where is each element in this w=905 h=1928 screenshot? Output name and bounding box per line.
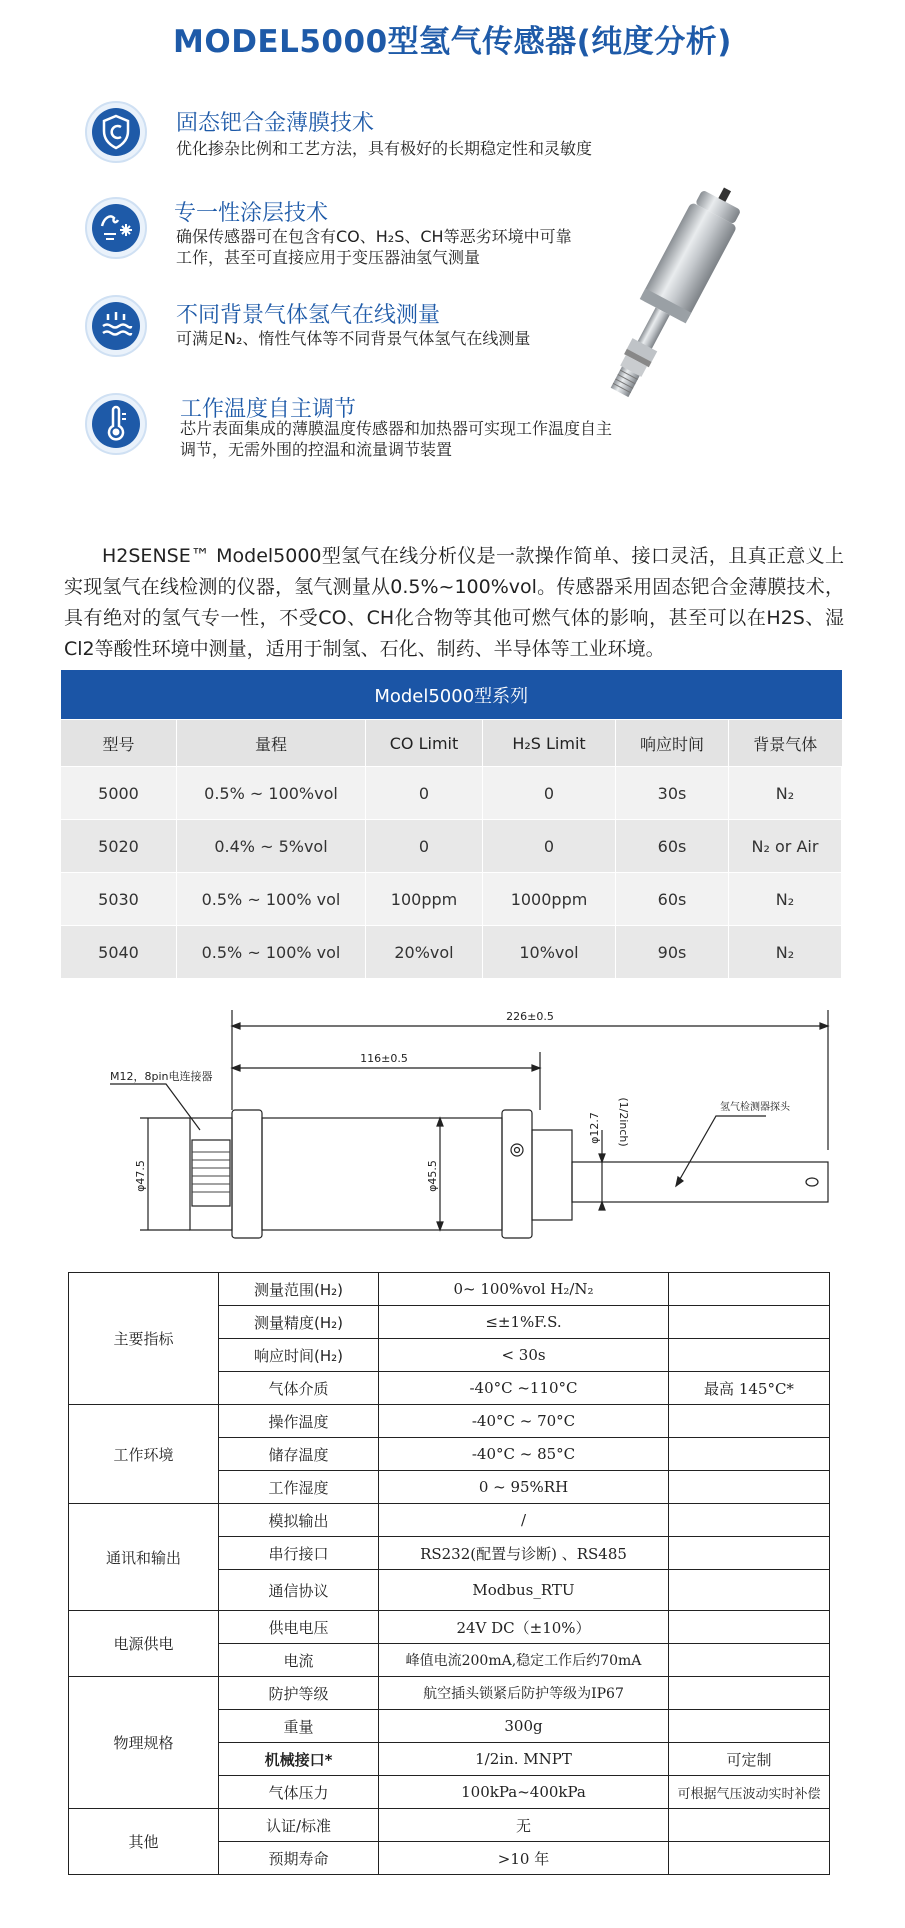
series-table-title: Model5000型系列 [61,670,842,720]
sensor-product-image [560,180,760,420]
spec-item: 气体压力 [219,1776,379,1809]
spec-item: 防护等级 [219,1677,379,1710]
feature-1 [84,100,644,170]
feature-desc: 优化掺杂比例和工艺方法，具有极好的长期稳定性和灵敏度 [176,139,593,158]
intro-paragraph: H2SENSE™ Model5000型氢气在线分析仪是一款操作简单、接口灵活，且真正意义上实现氢气在线检测的仪器，氢气测量从0.5%~100%vol。传感器采用固态钯合金薄膜技术，具有绝对的氢气专一性，不受CO、CH化合物等其他可燃气体的影响，甚至可以在H2S、湿Cl2等酸性环境中测量，适用于制氢、石化、制药、半导体等工业环境。 [64,545,844,660]
table-cell: N₂ [729,926,842,979]
table-row [61,767,842,820]
dim-body-length: 116±0.5 [360,1052,408,1065]
series-header: CO Limit [366,720,483,767]
feature-title: 专一性涂层技术 [174,201,329,226]
table-cell: 60s [616,820,729,873]
table-row [69,1504,830,1537]
spec-value: 1/2in. MNPT [379,1743,669,1776]
series-header: H₂S Limit [483,720,616,767]
dim-connector-diameter: φ47.5 [134,1160,147,1192]
spec-value: -40°C ~ 85°C [379,1438,669,1471]
probe-label: 氢气检测器探头 [720,1102,790,1113]
spec-item: 通信协议 [219,1570,379,1611]
spec-item: 模拟输出 [219,1504,379,1537]
feature-title: 工作温度自主调节 [180,397,357,422]
spec-item: 操作温度 [219,1405,379,1438]
feature-title: 不同背景气体氢气在线测量 [176,303,441,328]
spec-value: 100kPa~400kPa [379,1776,669,1809]
table-cell: 0.5% ~ 100% vol [177,873,366,926]
dim-total-length: 226±0.5 [506,1010,554,1023]
table-cell: N₂ [729,873,842,926]
dim-tube-note: (1/2inch) [617,1097,630,1147]
spec-note [669,1677,830,1710]
feature-title: 固态钯合金薄膜技术 [176,111,375,136]
spec-note: 可定制 [669,1743,830,1776]
connector-label: M12，8pin电连接器 [110,1070,213,1083]
table-cell: 5040 [61,926,177,979]
dimension-drawing [80,990,840,1250]
shield-c-icon [84,100,148,164]
table-row [69,1809,830,1842]
table-cell: 30s [616,767,729,820]
spec-value: 航空插头锁紧后防护等级为IP67 [379,1677,669,1710]
spec-item: 储存温度 [219,1438,379,1471]
spec-item: 供电电压 [219,1611,379,1644]
series-header: 量程 [177,720,366,767]
table-cell: 5020 [61,820,177,873]
series-header: 响应时间 [616,720,729,767]
table-row [69,1677,830,1710]
spec-item: 重量 [219,1710,379,1743]
spec-note [669,1339,830,1372]
spec-note [669,1809,830,1842]
spec-note [669,1471,830,1504]
spec-group: 物理规格 [69,1677,219,1809]
page-title: MODEL5000型氢气传感器(纯度分析) [173,24,732,60]
spec-note [669,1842,830,1875]
table-cell: 20%vol [366,926,483,979]
spec-value: ≤±1%F.S. [379,1306,669,1339]
spec-item: 认证/标准 [219,1809,379,1842]
table-cell: 0 [366,820,483,873]
spec-item: 测量精度(H₂) [219,1306,379,1339]
spec-value: Modbus_RTU [379,1570,669,1611]
spec-note [669,1644,830,1677]
spec-value: 0 ~ 95%RH [379,1471,669,1504]
spec-value: -40°C ~110°C [379,1372,669,1405]
spec-note [669,1405,830,1438]
snowflake-flame-icon [84,196,148,260]
table-cell: 60s [616,873,729,926]
spec-note [669,1504,830,1537]
table-cell: 0 [366,767,483,820]
table-cell: 10%vol [483,926,616,979]
spec-item: 工作湿度 [219,1471,379,1504]
table-row [69,1611,830,1644]
water-waves-icon [84,294,148,358]
spec-value: 0~ 100%vol H₂/N₂ [379,1273,669,1306]
table-cell: 100ppm [366,873,483,926]
spec-group: 其他 [69,1809,219,1875]
feature-desc: 可满足N₂、惰性气体等不同背景气体氢气在线测量 [176,329,531,348]
spec-note [669,1611,830,1644]
spec-item: 气体介质 [219,1372,379,1405]
spec-item: 响应时间(H₂) [219,1339,379,1372]
spec-value: / [379,1504,669,1537]
table-cell: 0.5% ~ 100%vol [177,767,366,820]
series-header: 型号 [61,720,177,767]
feature-desc: 确保传感器可在包含有CO、H₂S、CH等恶劣环境中可靠工作，甚至可直接应用于变压器油氢气测量 [176,227,572,267]
spec-group: 工作环境 [69,1405,219,1504]
table-row [69,1273,830,1306]
dim-body-diameter: φ45.5 [426,1160,439,1192]
table-row [69,1405,830,1438]
spec-note [669,1306,830,1339]
table-row [61,926,842,979]
table-cell: 0.5% ~ 100% vol [177,926,366,979]
spec-note [669,1570,830,1611]
table-cell: 90s [616,926,729,979]
spec-value: 无 [379,1809,669,1842]
table-cell: 1000ppm [483,873,616,926]
table-cell: 0 [483,767,616,820]
spec-note [669,1438,830,1471]
table-row [61,820,842,873]
spec-group: 主要指标 [69,1273,219,1405]
spec-note [669,1710,830,1743]
spec-note [669,1537,830,1570]
table-cell: N₂ or Air [729,820,842,873]
spec-value: -40°C ~ 70°C [379,1405,669,1438]
table-cell: 0.4% ~ 5%vol [177,820,366,873]
series-header: 背景气体 [729,720,842,767]
spec-value: 300g [379,1710,669,1743]
spec-value: >10 年 [379,1842,669,1875]
spec-group: 电源供电 [69,1611,219,1677]
thermometer-icon [84,392,148,456]
feature-desc: 芯片表面集成的薄膜温度传感器和加热器可实现工作温度自主调节，无需外围的控温和流量调节装置 [180,419,613,459]
dim-tube-diameter: φ12.7 [588,1112,601,1144]
spec-note: 最高 145°C* [669,1372,830,1405]
spec-note: 可根据气压波动实时补偿 [669,1776,830,1809]
spec-note [669,1273,830,1306]
table-cell: N₂ [729,767,842,820]
spec-item: 测量范围(H₂) [219,1273,379,1306]
table-cell: 5030 [61,873,177,926]
table-cell: 5000 [61,767,177,820]
table-cell: 0 [483,820,616,873]
spec-value: 24V DC（±10%） [379,1611,669,1644]
spec-group: 通讯和输出 [69,1504,219,1611]
table-row [61,873,842,926]
spec-value: RS232(配置与诊断) 、RS485 [379,1537,669,1570]
spec-item: 串行接口 [219,1537,379,1570]
spec-value: < 30s [379,1339,669,1372]
spec-item: 预期寿命 [219,1842,379,1875]
series-table [61,670,842,978]
spec-table [68,1272,830,1875]
spec-item: 机械接口* [219,1743,379,1776]
spec-value: 峰值电流200mA,稳定工作后约70mA [379,1644,669,1677]
spec-item: 电流 [219,1644,379,1677]
